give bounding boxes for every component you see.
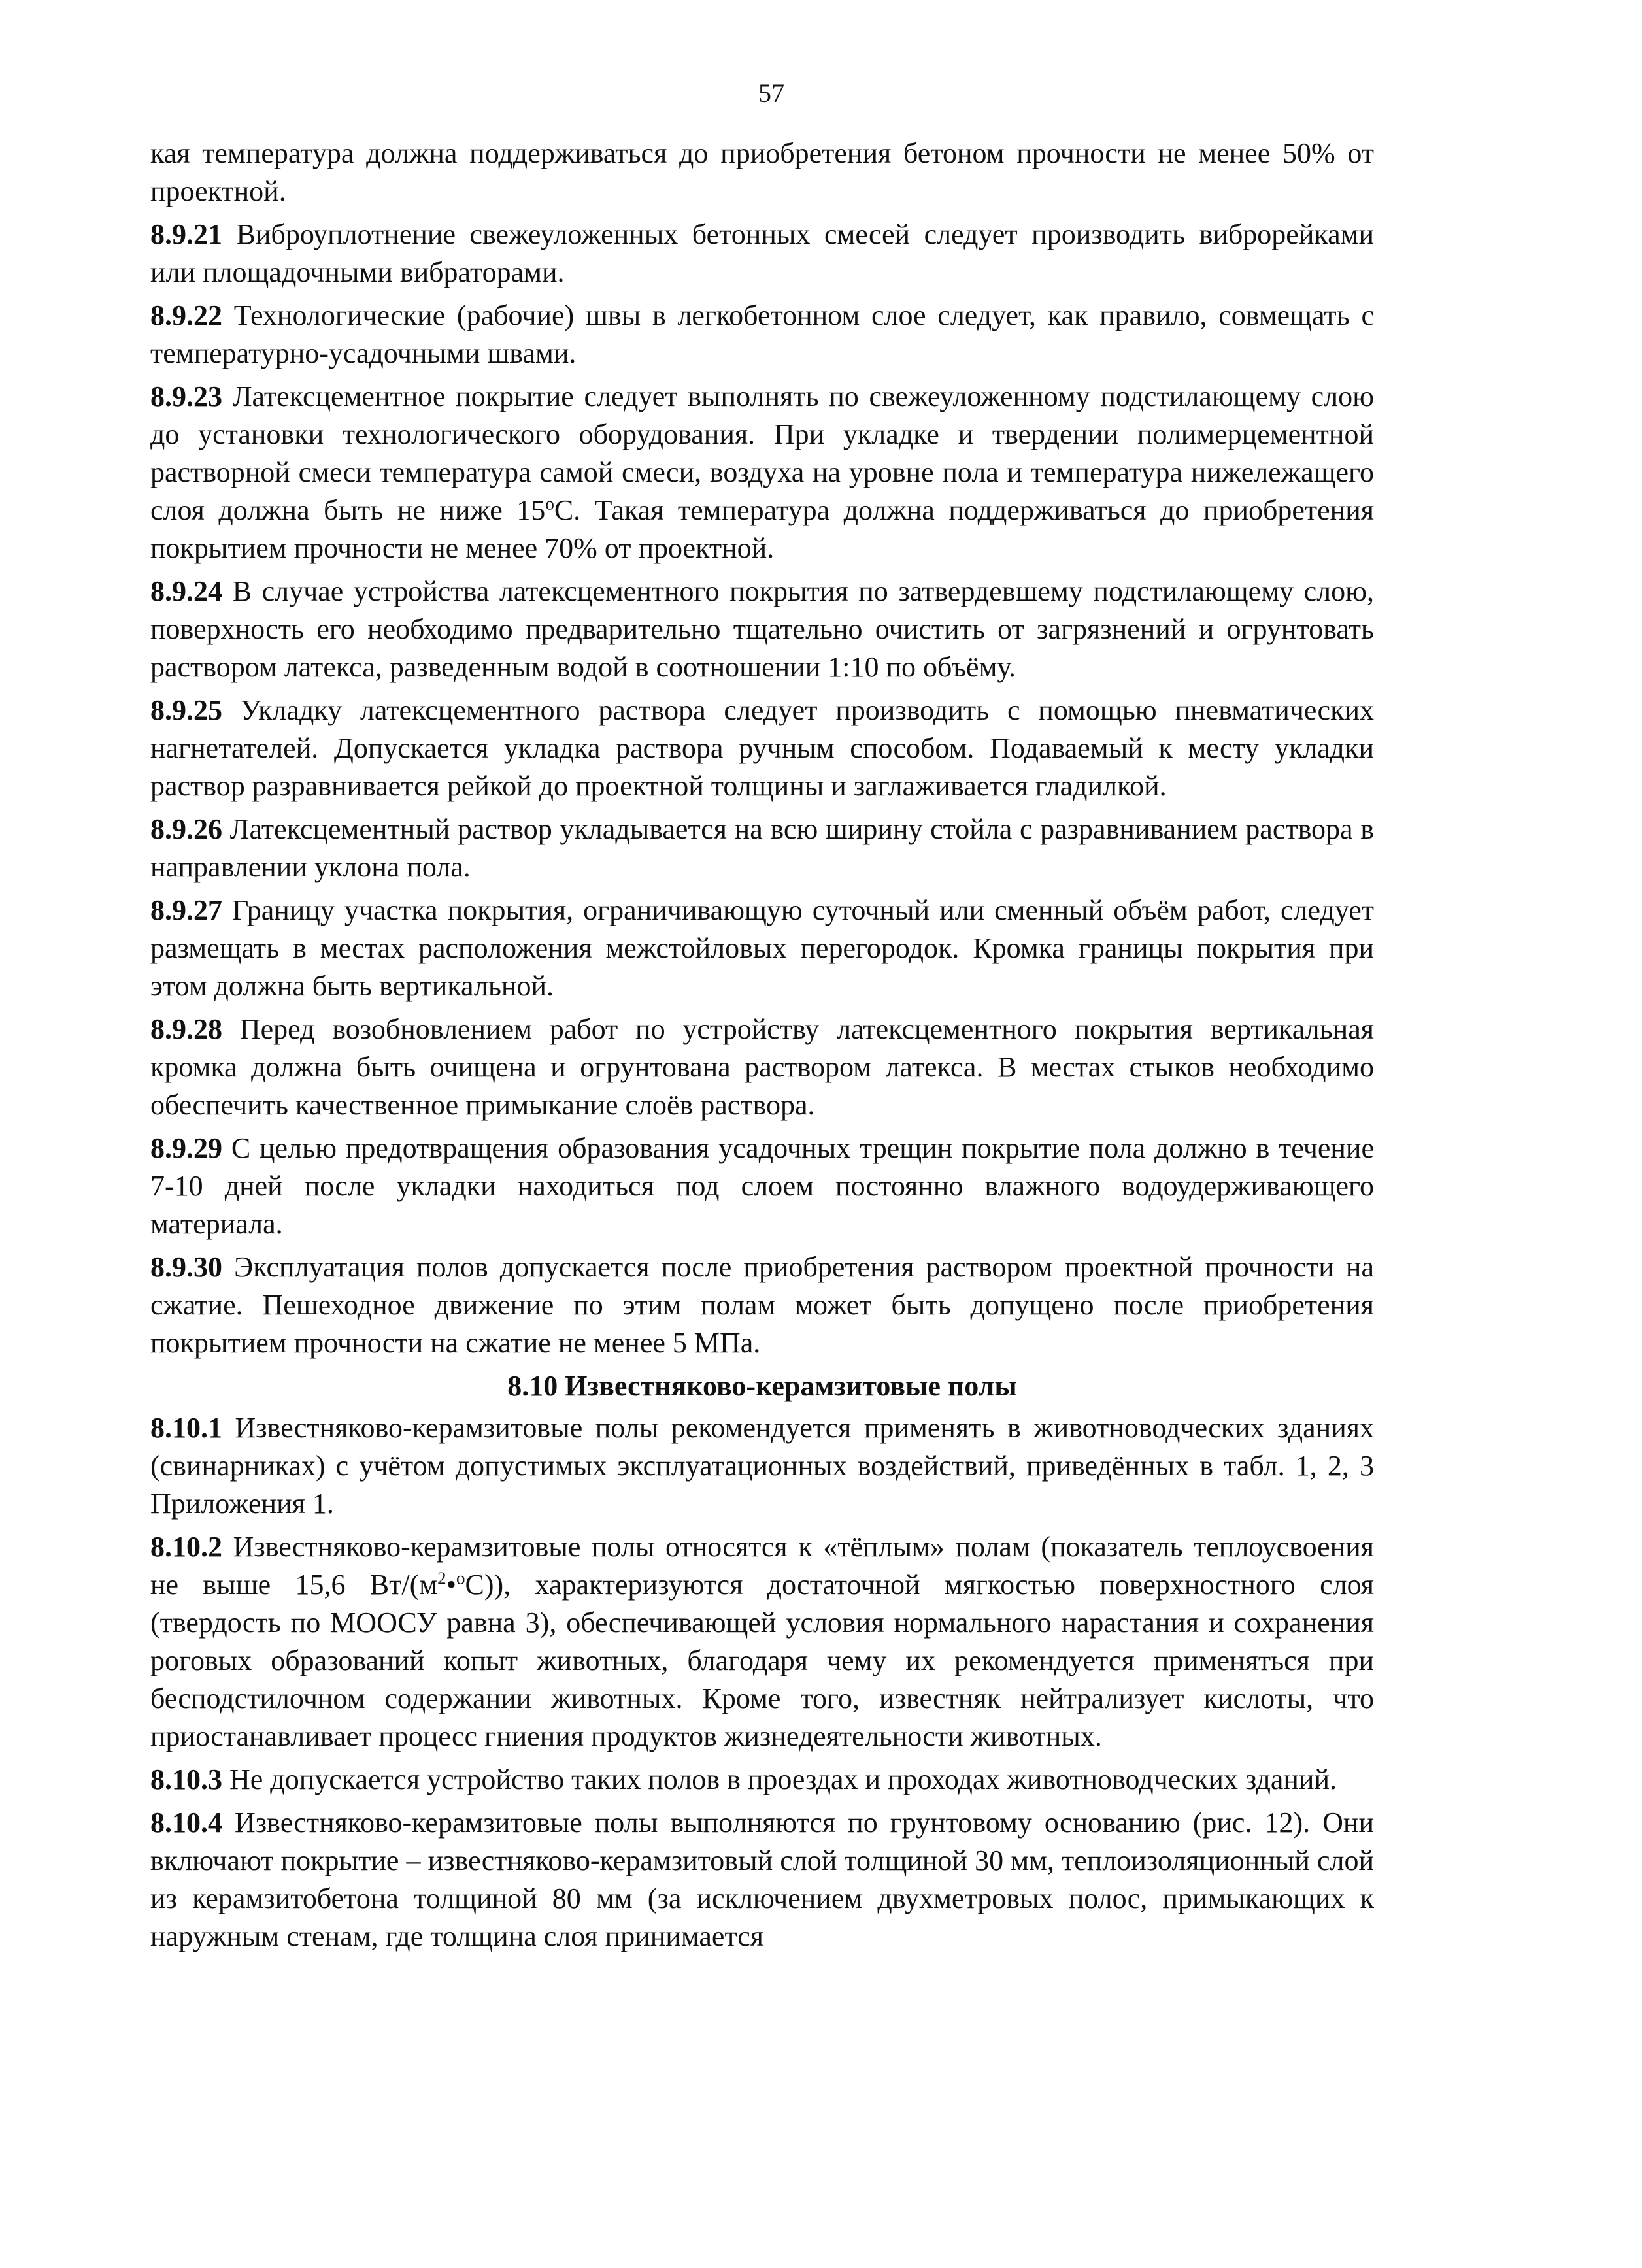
page-number: 57 (758, 78, 784, 108)
clause-number: 8.9.28 (150, 1013, 222, 1045)
clause-number: 8.9.22 (150, 299, 222, 331)
superscript-two: 2 (437, 1568, 446, 1588)
paragraph-8-10-3 (150, 1761, 1374, 1799)
paragraph-8-9-25 (150, 692, 1374, 805)
clause-number: 8.9.25 (150, 694, 222, 726)
clause-number: 8.9.21 (150, 218, 222, 250)
paragraph-8-9-27 (150, 892, 1374, 1005)
clause-number: 8.9.23 (150, 380, 222, 412)
clause-number: 8.9.26 (150, 813, 222, 845)
clause-number: 8.10.2 (150, 1531, 222, 1563)
clause-number: 8.10.4 (150, 1807, 222, 1839)
paragraph-text: Известняково-керамзитовые полы выполняются по грунтовому основанию (рис. 12). Они включают покрытие – известняково-керамзитовый слой толщиной 30 мм, теплоизоляционный слой из керамзитобетона толщиной 80 мм (за исключением двухметровых полос, примыкающих к наружным стенам, где толщина слоя принимается (150, 1807, 1374, 1952)
clause-number: 8.9.30 (150, 1251, 222, 1283)
paragraph-8-9-22 (150, 297, 1374, 373)
paragraph-text: Известняково-керамзитовые полы относятся к «тёплым» полам (показатель теплоусвоения не выше 15,6 Вт/(м (150, 1531, 1374, 1601)
clause-number: 8.9.29 (150, 1132, 222, 1164)
paragraph-8-10-1 (150, 1409, 1374, 1523)
paragraph-8-9-26 (150, 810, 1374, 886)
multiplication-dot: • (446, 1569, 457, 1601)
paragraph-text: С целью предотвращения образования усадочных трещин покрытие пола должно в течение 7-10 дней после укладки находиться под слоем постоянно влажного водоудерживающего материала. (150, 1132, 1374, 1240)
paragraph-text: В случае устройства латексцементного покрытия по затвердевшему подстилающему слою, поверхность его необходимо предварительно тщательно очистить от загрязнений и огрунтовать раствором латекса, разведенным водой в соотношении 1:10 по объёму. (150, 575, 1374, 683)
paragraph-8-9-24 (150, 573, 1374, 686)
paragraph-8-10-4 (150, 1804, 1374, 1956)
degree-sign: о (456, 1568, 465, 1588)
section-heading: 8.10 Известняково-керамзитовые полы (507, 1370, 1017, 1402)
paragraph-8-9-30 (150, 1248, 1374, 1362)
paragraph-text: Эксплуатация полов допускается после приобретения раствором проектной прочности на сжатие. Пешеходное движение по этим полам может быть допущено после приобретения покрытием прочности на сжатие не менее 5 МПа. (150, 1251, 1374, 1359)
clause-number: 8.9.24 (150, 575, 222, 607)
paragraph-text: Латексцементное покрытие следует выполнять по свежеуложенному подстилающему слою до установки технологического оборудования. При укладке и твердении полимерцементной растворной смеси температура самой смеси, воздуха на уровне пола и температура нижележащего слоя должна быть не ниже 15 (150, 380, 1375, 526)
paragraph-text: Укладку латексцементного раствора следует производить с помощью пневматических нагнетателей. Допускается укладка раствора ручным способом. Подаваемый к месту укладки раствор разравнивается рейкой до проектной толщины и заглаживается гладилкой. (150, 694, 1375, 802)
paragraph-text: Латексцементный раствор укладывается на всю ширину стойла с разравниванием раствора в направлении уклона пола. (150, 813, 1374, 883)
document-body (150, 135, 1374, 1961)
paragraph-text: Технологические (рабочие) швы в легкобетонном слое следует, как правило, совмещать с температурно-усадочными швами. (150, 299, 1375, 369)
paragraph-text: кая температура должна поддерживаться до приобретения бетоном прочности не менее 50% от проектной. (150, 137, 1374, 207)
degree-sign: о (545, 493, 554, 514)
paragraph-text: Перед возобновлением работ по устройству латексцементного покрытия вертикальная кромка должна быть очищена и огрунтована раствором латекса. В местах стыков необходимо обеспечить качественное примыкание слоёв раствора. (150, 1013, 1374, 1121)
clause-number: 8.10.3 (150, 1763, 222, 1795)
paragraph-8-9-21 (150, 216, 1374, 292)
paragraph-8-9-29 (150, 1129, 1374, 1243)
paragraph-text: С. Такая температура должна поддерживаться до приобретения покрытием прочности не менее 70% от проектной. (150, 494, 1374, 564)
paragraph-8-9-28 (150, 1010, 1374, 1124)
paragraph-text: Границу участка покрытия, ограничивающую суточный или сменный объём работ, следует размещать в местах расположения межстойловых перегородок. Кромка границы покрытия при этом должна быть вертикальной. (150, 894, 1374, 1002)
paragraph-text: С)), характеризуются достаточной мягкостью поверхностного слоя (твердость по МООСУ равна 3), обеспечивающей условия нормального нарастания и сохранения роговых образований копыт животных, благодаря чему их рекомендуется применяться при бесподстилочном содержании животных. Кроме того, известняк нейтрализует кислоты, что приостанавливает процесс гниения продуктов жизнедеятельности животных. (150, 1569, 1375, 1752)
paragraph-8-9-23 (150, 378, 1374, 567)
paragraph-continuation (150, 135, 1374, 210)
clause-number: 8.9.27 (150, 894, 222, 926)
paragraph-text: Не допускается устройство таких полов в проездах и проходах животноводческих зданий. (229, 1763, 1337, 1795)
clause-number: 8.10.1 (150, 1412, 222, 1444)
paragraph-8-10-2 (150, 1528, 1374, 1756)
paragraph-text: Виброуплотнение свежеуложенных бетонных смесей следует производить виброрейками или площадочными вибраторами. (150, 218, 1375, 288)
paragraph-text: Известняково-керамзитовые полы рекомендуется применять в животноводческих зданиях (свинарниках) с учётом допустимых эксплуатационных воздействий, приведённых в табл. 1, 2, 3 Приложения 1. (150, 1412, 1375, 1520)
